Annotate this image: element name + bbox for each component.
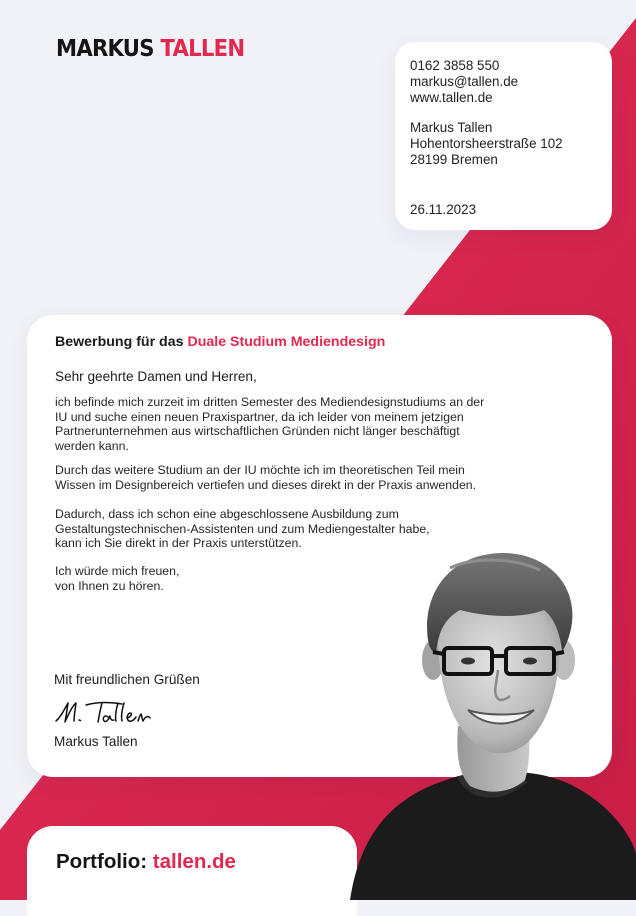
logo-first-name: MARKUS (56, 36, 154, 62)
closing-phrase: Mit freundlichen Grüßen (54, 672, 200, 687)
paragraph-line: werden kann. (55, 438, 129, 453)
paragraph-line: Wissen im Designbereich vertiefen und dieses direkt in der Praxis anwenden. (55, 477, 477, 492)
portfolio-card (27, 826, 357, 916)
paragraph-line: IU und suche einen neuen Praxispartner, da ich leider von meinem jetzigen (55, 409, 464, 424)
paragraph-line: Partnerunternehmen aus wirtschaftlichen Gründen nicht länger beschäftigt (55, 424, 460, 438)
contact-name: Markus Tallen (410, 120, 493, 135)
contact-city: 28199 Bremen (410, 152, 498, 167)
portfolio-link[interactable]: tallen.de (152, 850, 236, 873)
portfolio-line (56, 850, 236, 874)
contact-phone: 0162 3858 550 (410, 58, 500, 73)
paragraph-line: kann ich Sie direkt in der Praxis unterstützen. (55, 536, 302, 550)
paragraph-3 (55, 507, 555, 551)
letter-subject (55, 334, 385, 350)
paragraph-line: ich befinde mich zurzeit im dritten Semester des Mediendesignstudiums an der (55, 395, 485, 409)
signature-image (52, 696, 152, 732)
paragraph-1 (55, 395, 555, 453)
paragraph-line: Dadurch, dass ich schon eine abgeschlossene Ausbildung zum (55, 507, 399, 521)
paragraph-line: Gestaltungstechnischen-Assistenten und zum Mediengestalter habe, (55, 521, 430, 536)
paragraph-line: Ich würde mich freuen, (55, 564, 180, 578)
signer-name: Markus Tallen (54, 734, 138, 749)
paragraph-line: Durch das weitere Studium an der IU möchte ich im theoretischen Teil mein (55, 463, 465, 477)
portfolio-label: Portfolio: (56, 850, 148, 873)
letter-date: 26.11.2023 (410, 202, 477, 217)
profile-photo (340, 548, 636, 900)
salutation: Sehr geehrte Damen und Herren, (55, 369, 257, 384)
logo-last-name: TALLEN (160, 36, 245, 62)
paragraph-line: von Ihnen zu hören. (55, 578, 164, 593)
contact-website: www.tallen.de (410, 90, 493, 105)
subject-prefix: Bewerbung für das (55, 334, 184, 350)
paragraph-2 (55, 463, 555, 492)
contact-street: Hohentorsheerstraße 102 (410, 136, 563, 151)
contact-card (395, 42, 612, 230)
subject-highlight: Duale Studium Mediendesign (187, 334, 386, 350)
contact-email: markus@tallen.de (410, 74, 519, 89)
logo (56, 36, 244, 62)
